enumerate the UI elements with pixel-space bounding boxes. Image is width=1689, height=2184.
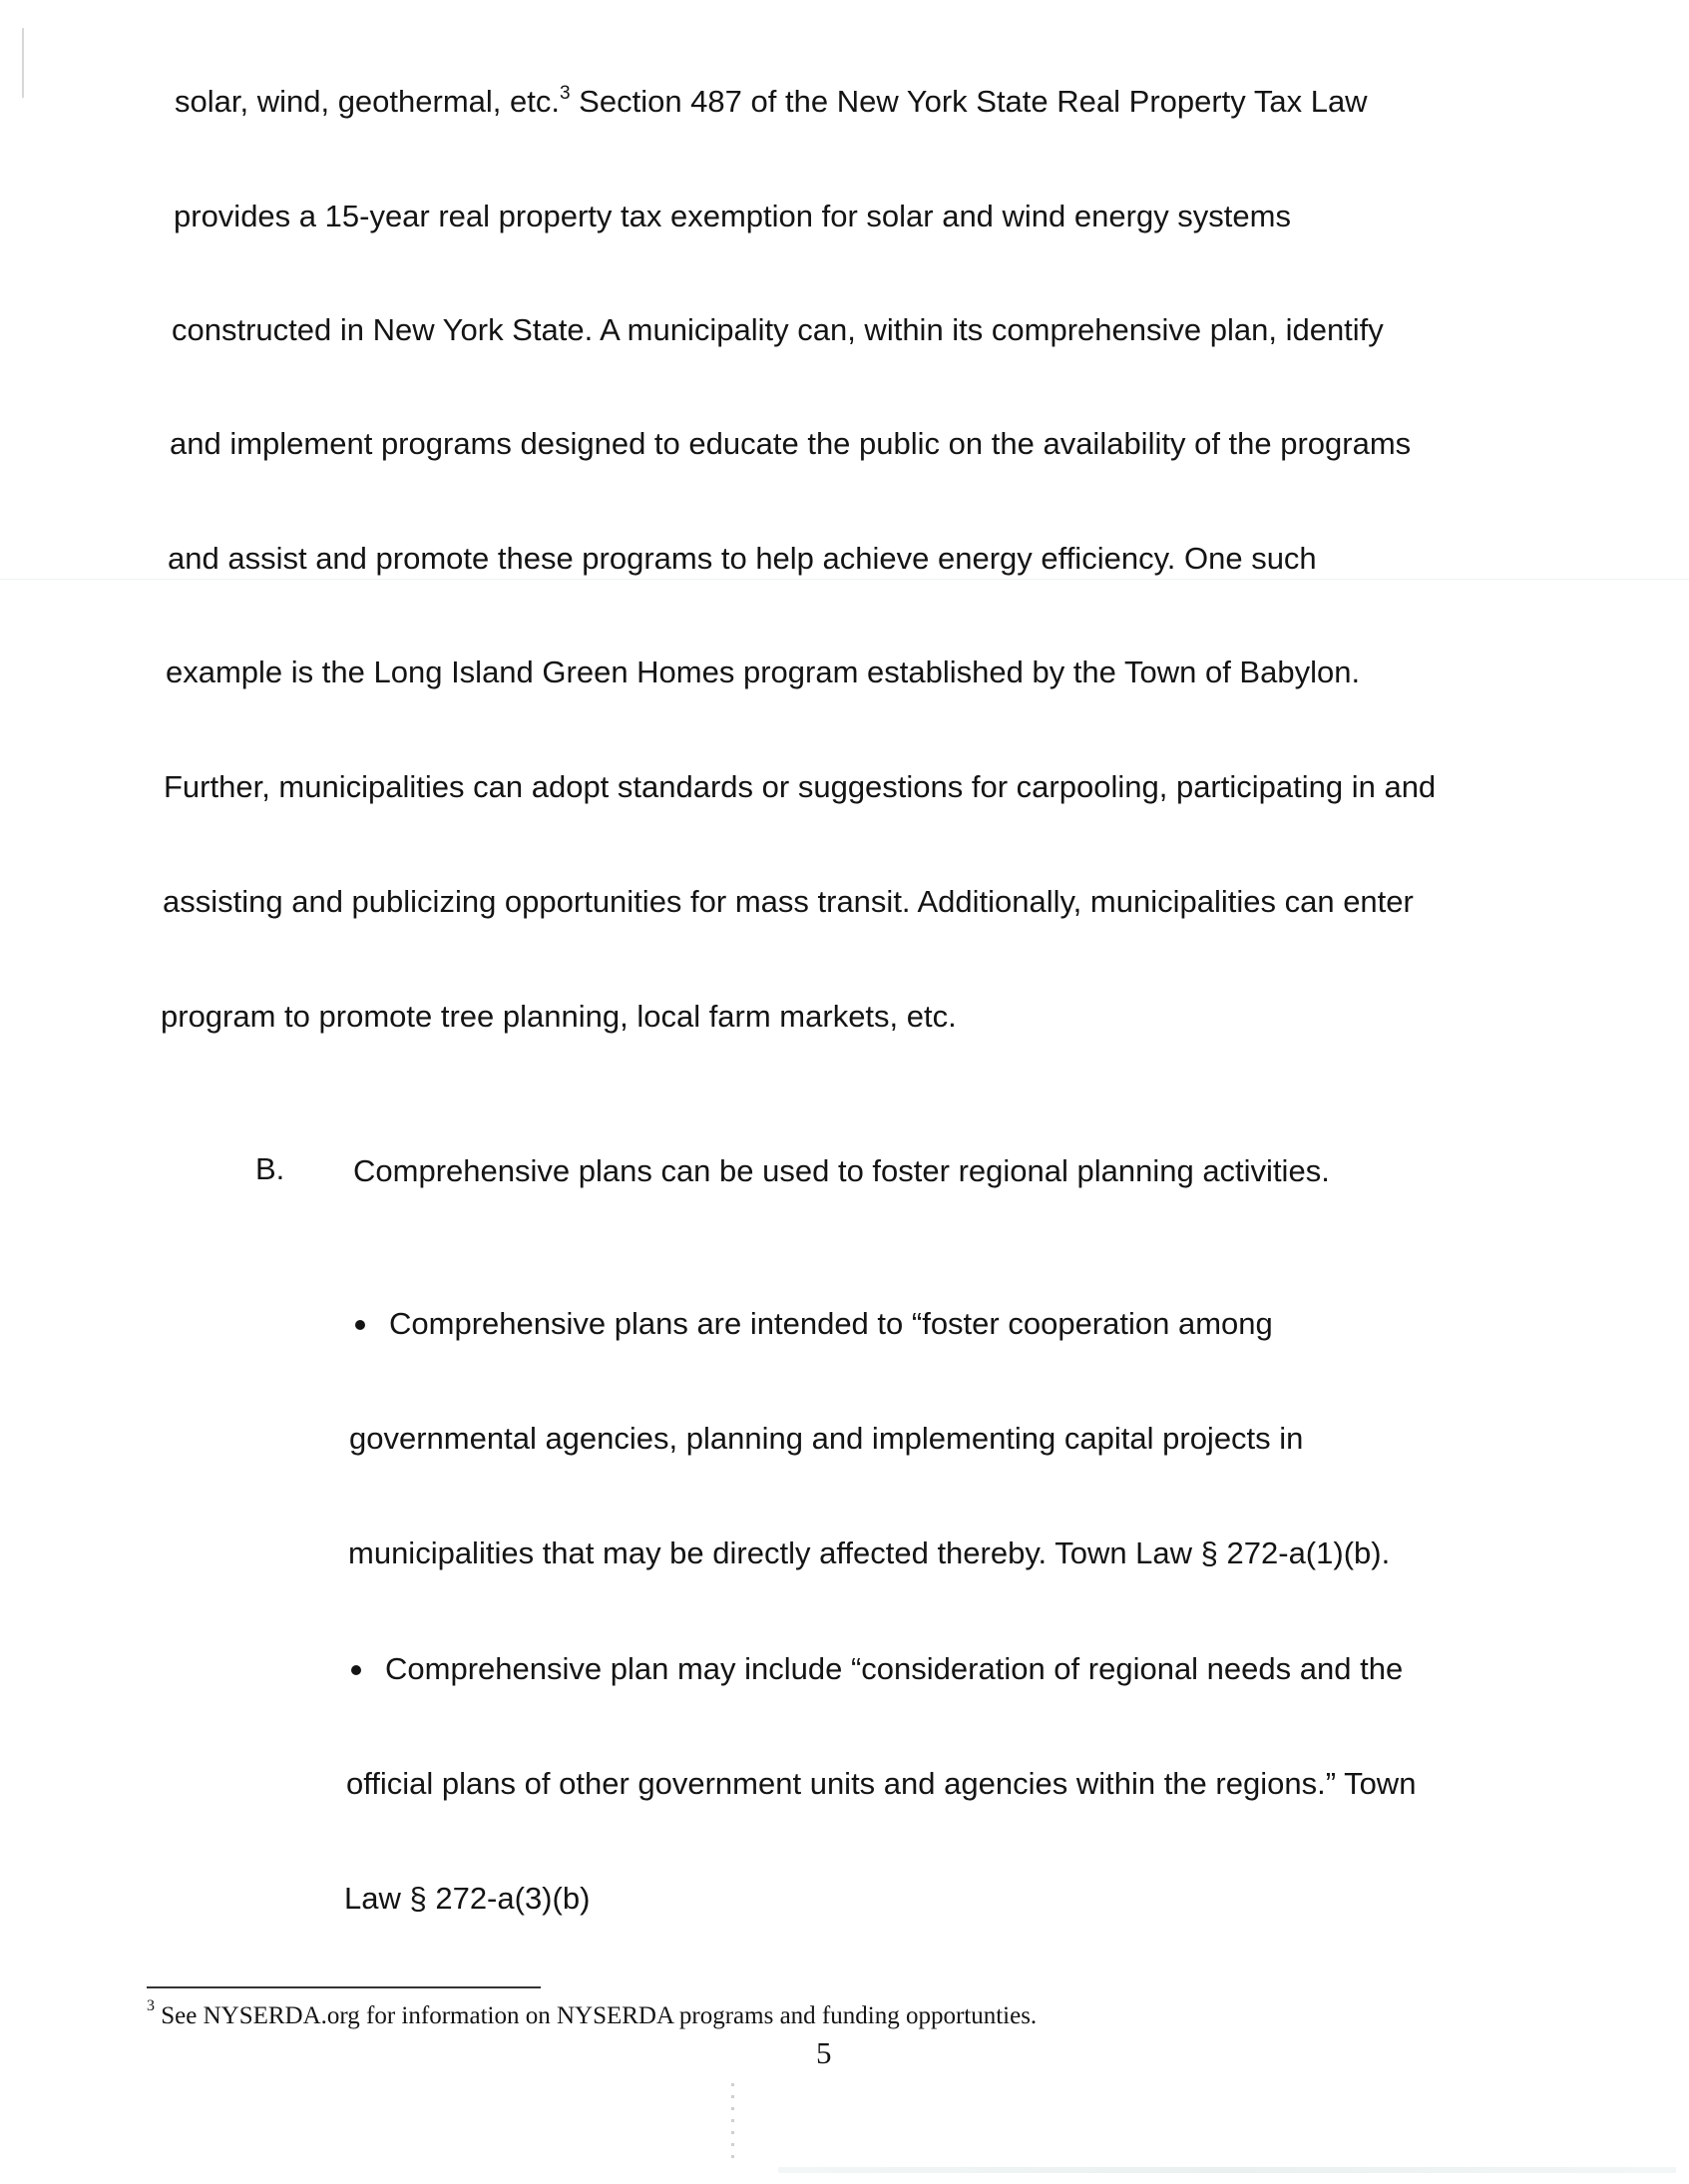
paragraph-line-4: and implement programs designed to educate the public on the availability of the programs bbox=[170, 426, 1412, 461]
section-heading: Comprehensive plans can be used to foster regional planning activities. bbox=[353, 1153, 1330, 1188]
footnote-number: 3 bbox=[147, 1996, 155, 2014]
section-letter: B. bbox=[255, 1151, 285, 1186]
paragraph-line-1-text: solar, wind, geothermal, etc. bbox=[175, 84, 560, 119]
bullet-1-line-2: governmental agencies, planning and implementing capital projects in bbox=[349, 1421, 1304, 1456]
scan-edge-mark bbox=[22, 28, 24, 98]
scan-artifact-line bbox=[0, 579, 1689, 580]
bullet-1-line-1: Comprehensive plans are intended to “foster cooperation among bbox=[389, 1306, 1273, 1341]
footnote-ref-3[interactable]: 3 bbox=[559, 82, 571, 104]
footnote-separator bbox=[147, 1986, 541, 1988]
bullet-2-line-1: Comprehensive plan may include “consideration of regional needs and the bbox=[385, 1651, 1404, 1686]
footnote bbox=[147, 1996, 1038, 2032]
page-number: 5 bbox=[816, 2035, 832, 2070]
footnote-text: See NYSERDA.org for information on NYSERDA programs and funding opportunties. bbox=[155, 2002, 1038, 2029]
bullet-icon bbox=[355, 1320, 365, 1330]
paragraph-line-7: Further, municipalities can adopt standards or suggestions for carpooling, participating in and bbox=[164, 769, 1437, 804]
paragraph-line-1 bbox=[175, 82, 1368, 122]
scan-speckle bbox=[731, 2083, 734, 2163]
paragraph-line-1-rest: Section 487 of the New York State Real Property Tax Law bbox=[570, 84, 1368, 119]
bullet-2-line-2: official plans of other government units and agencies within the regions.” Town bbox=[346, 1766, 1417, 1801]
paragraph-line-5: and assist and promote these programs to help achieve energy efficiency. One such bbox=[168, 541, 1317, 576]
paragraph-line-9: program to promote tree planning, local farm markets, etc. bbox=[161, 999, 957, 1034]
bullet-2-line-3: Law § 272-a(3)(b) bbox=[344, 1881, 591, 1916]
bullet-icon bbox=[351, 1665, 361, 1675]
paragraph-line-8: assisting and publicizing opportunities for mass transit. Additionally, municipalities can enter bbox=[163, 884, 1414, 919]
paragraph-line-2: provides a 15-year real property tax exemption for solar and wind energy systems bbox=[174, 199, 1291, 233]
paragraph-line-3: constructed in New York State. A municipality can, within its comprehensive plan, identify bbox=[172, 312, 1384, 347]
scan-artifact-band bbox=[778, 2167, 1676, 2173]
bullet-1-line-3: municipalities that may be directly affected thereby. Town Law § 272-a(1)(b). bbox=[348, 1535, 1391, 1570]
paragraph-line-6: example is the Long Island Green Homes program established by the Town of Babylon. bbox=[166, 655, 1361, 689]
